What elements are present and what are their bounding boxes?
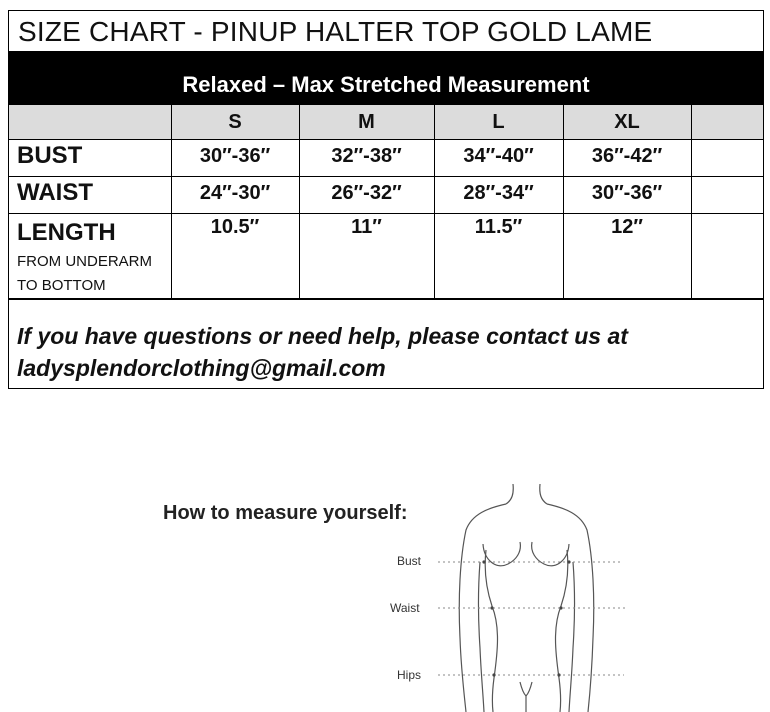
waist-value-m: 26″-32″ (299, 177, 434, 214)
header-blank-cell (9, 105, 171, 140)
table-row-bust (9, 140, 763, 177)
header-blank-cell-end (691, 105, 763, 140)
hips-guide-label: Hips (397, 668, 422, 682)
table-row-waist (9, 177, 763, 214)
row-label-length-cell (9, 214, 171, 299)
waist-guide-label: Waist (390, 601, 420, 615)
bust-value-xl: 36″-42″ (563, 140, 691, 177)
length-value-xl: 12″ (563, 214, 691, 299)
bust-blank-cell (691, 140, 763, 177)
length-value-m: 11″ (299, 214, 434, 299)
row-sublabel-length-2: TO BOTTOM (17, 277, 106, 294)
bust-guide-label: Bust (397, 554, 422, 568)
length-value-l: 11.5″ (434, 214, 563, 299)
size-header-row (9, 105, 763, 140)
row-label-length: LENGTH (17, 219, 116, 246)
contact-email: ladysplendorclothing@gmail.com (17, 355, 386, 381)
length-value-s: 10.5″ (171, 214, 299, 299)
bust-value-s: 30″-36″ (171, 140, 299, 177)
chart-subtitle: Relaxed – Max Stretched Measurement (9, 52, 763, 105)
size-header-s: S (171, 105, 299, 140)
waist-value-xl: 30″-36″ (563, 177, 691, 214)
size-header-l: L (434, 105, 563, 140)
waist-blank-cell (691, 177, 763, 214)
size-table (9, 105, 763, 299)
row-label-bust: BUST (9, 140, 171, 177)
measure-guide-title: How to measure yourself: (163, 502, 408, 524)
waist-value-l: 28″-34″ (434, 177, 563, 214)
bust-value-l: 34″-40″ (434, 140, 563, 177)
body-figure-illustration (380, 478, 640, 712)
waist-value-s: 24″-30″ (171, 177, 299, 214)
row-label-waist: WAIST (9, 177, 171, 214)
contact-note (9, 299, 763, 388)
row-sublabel-length-1: FROM UNDERARM (17, 253, 152, 270)
table-row-length (9, 214, 763, 299)
bust-value-m: 32″-38″ (299, 140, 434, 177)
contact-line-1: If you have questions or need help, please contact us at (17, 323, 628, 349)
size-chart (8, 10, 764, 389)
length-blank-cell (691, 214, 763, 299)
chart-title: SIZE CHART - PINUP HALTER TOP GOLD LAME (9, 11, 763, 52)
size-header-m: M (299, 105, 434, 140)
size-header-xl: XL (563, 105, 691, 140)
